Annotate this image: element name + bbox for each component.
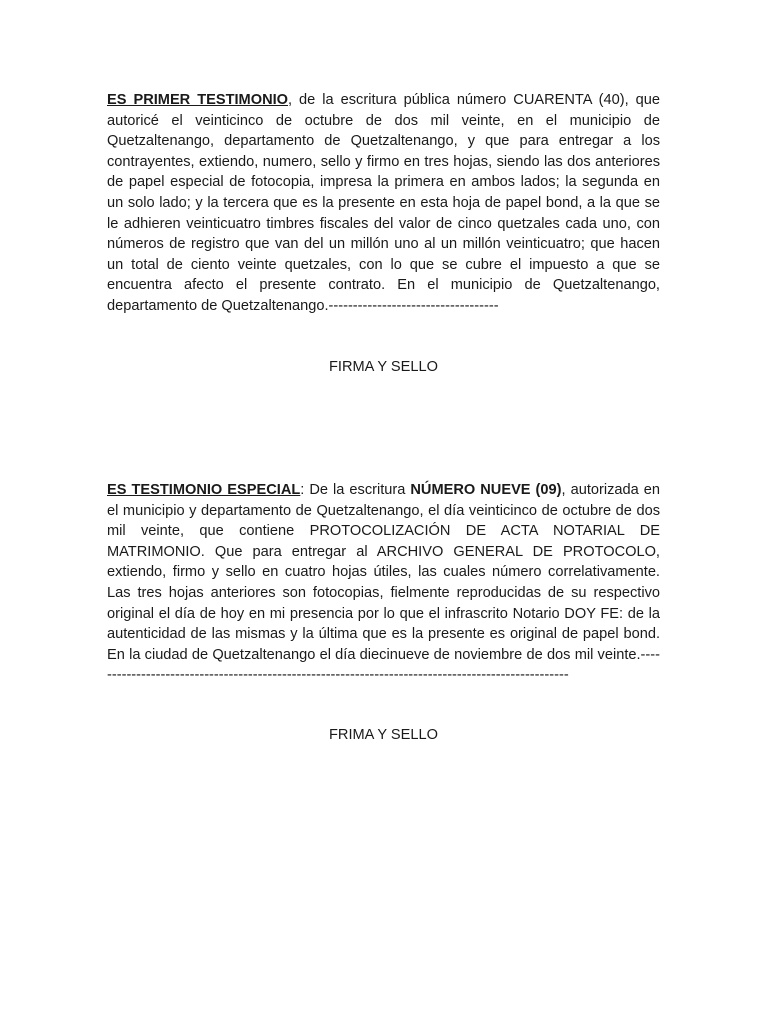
first-testimony-body: , de la escritura pública número CUARENTA (40), que autoricé el veinticinco de octubre de dos mil veinte, en el municipio de Quetzaltenango, departamento de Quetzaltenango, y que para entregar a los contrayentes, extiendo, numero, sello y firmo en tres hojas, siendo las dos anteriores de papel especial de fotocopia, impresa la primera en ambos lados; la segunda en un solo lado; y la tercera que es la presente en esta hoja de papel bond, a la que se le adhieren veinticuatro timbres fiscales del valor de cinco quetzales cada uno, con números de registro que van del un millón uno al un millón veinticuatro; que hacen un total de ciento veinte quetzales, con lo que se cubre el impuesto a que se encuentra afecto el presente contrato. En el municipio de Quetzaltenango, departamento de Quetzaltenango.-----------------------------------	[107, 92, 661, 314]
special-testimony-intro: : De la escritura	[300, 482, 411, 498]
special-testimony-body: , autorizada en el municipio y departamento de Quetzaltenango, el día veinticinco de octubre de dos mil veinte, que contiene PROTOCOLIZACIÓN DE ACTA NOTARIAL DE MATRIMONIO. Que para entregar al ARCHIVO GENERAL DE PROTOCOLO, extiendo, firmo y sello en cuatro hojas útiles, las cuales número correlativamente. Las tres hojas anteriores son fotocopias, fielmente reproducidas de su respectivo original el día de hoy en mi presencia por lo que el infrascrito Notario DOY FE: de la autenticidad de las mismas y la última que es la presente es original de papel bond. En la ciudad de Quetzaltenango el día diecinueve de noviembre de dos mil veinte.---------------------------------------------------------------------------------------------------	[107, 482, 660, 684]
special-testimony-paragraph	[107, 480, 660, 686]
second-signature-line: FRIMA Y SELLO	[329, 727, 438, 743]
first-testimony-heading: ES PRIMER TESTIMONIO	[107, 92, 289, 108]
special-testimony-heading: ES TESTIMONIO ESPECIAL	[107, 482, 301, 498]
deed-number: NÚMERO NUEVE (09)	[410, 482, 562, 498]
first-signature-line: FIRMA Y SELLO	[329, 359, 438, 375]
first-testimony-paragraph	[107, 90, 660, 317]
